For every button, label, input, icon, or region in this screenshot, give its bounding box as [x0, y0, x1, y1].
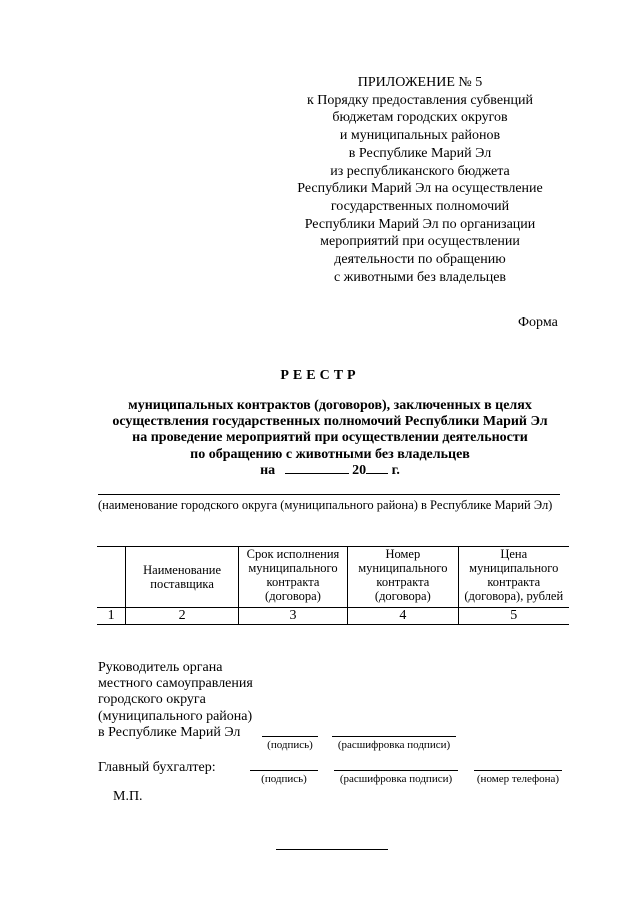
signatory-line: (муниципального района) — [98, 708, 253, 724]
column-header — [97, 547, 126, 608]
bottom-separator — [276, 849, 388, 850]
seal-placeholder: М.П. — [113, 789, 143, 804]
signatory-line: в Республике Марий Эл — [98, 724, 241, 740]
form-label: Форма — [518, 315, 558, 330]
appendix-line: в Республике Марий Эл — [348, 145, 492, 161]
head-transcript-caption: (расшифровка подписи) — [337, 739, 451, 751]
head-signature-caption: (подпись) — [267, 739, 313, 751]
subtitle-line: по обращению с животными без владельцев — [190, 446, 470, 462]
appendix-line: Республики Марий Эл по организации — [304, 216, 536, 232]
appendix-line: мероприятий при осуществлении — [320, 234, 520, 250]
date-year-blank[interactable] — [366, 473, 388, 474]
document-title: РЕЕСТР — [280, 368, 360, 383]
table-number-row — [97, 608, 569, 625]
subtitle-line: на проведение мероприятий при осуществлении деятельности — [132, 430, 528, 446]
chief-signature-line[interactable] — [250, 770, 318, 771]
appendix-line: из республиканского бюджета — [330, 163, 510, 179]
chief-phone-line[interactable] — [474, 770, 562, 771]
chief-phone-caption: (номер телефона) — [476, 773, 560, 785]
appendix-header — [290, 74, 550, 286]
appendix-line: с животными без владельцев — [333, 269, 507, 285]
head-signatory-title — [98, 660, 253, 741]
column-number: 4 — [348, 608, 458, 625]
chief-transcript-line[interactable] — [334, 770, 458, 771]
head-transcript-line[interactable] — [332, 736, 456, 737]
column-header: Наименование поставщика — [126, 547, 238, 608]
column-number: 5 — [458, 608, 569, 625]
chief-transcript-caption: (расшифровка подписи) — [339, 773, 453, 785]
date-line — [70, 463, 590, 479]
signatory-line: местного самоуправления — [98, 676, 253, 692]
column-number: 1 — [97, 608, 126, 625]
column-header: Цена муниципального контракта (договора), рублей — [458, 547, 569, 608]
column-number: 3 — [238, 608, 347, 625]
municipality-caption: (наименование городского округа (муниципального района) в Республике Марий Эл) — [98, 498, 553, 512]
appendix-line: и муниципальных районов — [339, 128, 501, 144]
date-suffix: г. — [391, 462, 400, 478]
chief-signature-caption: (подпись) — [261, 773, 307, 785]
column-header: Номер муниципального контракта (договора) — [348, 547, 458, 608]
date-day-month-blank[interactable] — [285, 473, 349, 474]
subtitle-line: осуществления государственных полномочий Республики Марий Эл — [112, 414, 548, 430]
column-number: 2 — [126, 608, 238, 625]
date-year-prefix: 20 — [352, 462, 367, 478]
document-subtitle — [70, 398, 590, 479]
municipality-name-line[interactable] — [98, 494, 560, 495]
table-header-row — [97, 547, 569, 608]
column-header: Срок исполнения муниципального контракта (договора) — [238, 547, 347, 608]
date-prefix: на — [260, 462, 276, 478]
registry-table — [97, 546, 569, 625]
head-signature-line[interactable] — [262, 736, 318, 737]
signatory-line: городского округа — [98, 692, 206, 708]
appendix-line: ПРИЛОЖЕНИЕ № 5 — [357, 75, 483, 90]
appendix-line: к Порядку предоставления субвенций — [306, 92, 534, 108]
appendix-line: Республики Марий Эл на осуществление — [297, 181, 543, 197]
appendix-line: государственных полномочий — [330, 198, 510, 214]
signatory-line: Руководитель органа — [98, 660, 223, 675]
chief-accountant-label: Главный бухгалтер: — [98, 760, 216, 775]
subtitle-line: муниципальных контрактов (договоров), заключенных в целях — [128, 398, 532, 413]
appendix-line: бюджетам городских округов — [332, 110, 508, 126]
appendix-line: деятельности по обращению — [334, 252, 506, 268]
